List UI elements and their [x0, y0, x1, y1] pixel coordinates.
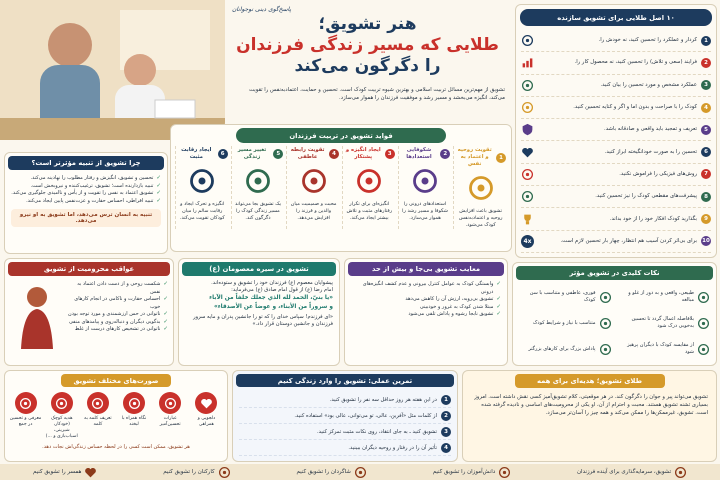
- clipboard-icon: [521, 34, 534, 47]
- consequence-item-text: ✓ شکست روحی و از دست دادن اعتماد به نفس: [77, 281, 161, 295]
- benefits-title: فواید تشویق در تربیت فرزندان: [236, 128, 446, 143]
- benefit-number: 6: [218, 149, 228, 159]
- exercise-item: [239, 424, 451, 440]
- hands-icon: [599, 291, 612, 304]
- benefit-text: انگیزه و تحرک ایجاد و رقابت سالم را میان کودکان تقویت می‌کند.: [179, 201, 225, 221]
- benefit-item: [175, 146, 229, 229]
- consequence-item: [68, 326, 168, 334]
- key-point-text: طبیعی، واقعی و به دور از غلو و مبالغه: [628, 290, 694, 303]
- title-line-3: را دگرگون می‌کند: [294, 56, 441, 76]
- why-praise-quote: تنبیه به انسان ترس می‌دهد، اما تشویق به او نیرو می‌دهد.: [11, 209, 161, 227]
- bottom-item-text: تشویق، سرمایه‌گذاری برای آینده فرزندان: [577, 469, 672, 475]
- consequence-item-text: ✓ ناتوانی در حس ارزشمندی و مورد توجه بودن: [68, 311, 161, 317]
- why-praise-item: [11, 183, 161, 191]
- praise-form-item: [9, 392, 42, 440]
- heart-icon: [200, 397, 213, 410]
- praise-form-text: هدیه کوچک (خودکار، شیرینی، اسباب‌بازی و ...): [45, 416, 78, 439]
- principle-text: عملکرد مشخص و مورد تحسین را بیان کنید.: [600, 81, 697, 88]
- child-icon: [599, 317, 612, 330]
- bottom-item: [577, 466, 687, 479]
- key-point-text: متناسب با نیاز و شرایط کودک: [532, 319, 596, 326]
- bottom-item: [163, 466, 230, 479]
- principle-item: [521, 97, 711, 119]
- over-praise-item: [351, 311, 501, 319]
- over-praise-list: [345, 279, 507, 321]
- gift-card: [462, 370, 717, 462]
- gift-text: تشویق می‌تواند پیر و جوان را دگرگون کند. در هر موقعیتی، کلام تشویق‌آمیز کسی نقش داشته است. امروز بسیاری تشنه تشویق هستند. محبت و احترام از آن، او یکی از محرومیت‌های اساسی و نادیده گرفته شده است. تشویق، غیرممکن‌ها را ممکن می‌کند و همه چیز را آسان‌تر می‌سازد.: [474, 394, 708, 416]
- exercise-number: 2: [441, 411, 451, 421]
- key-point-text: بلافاصله اعمال گردد تا تحسین به‌خوبی درک شود: [631, 316, 694, 329]
- praise-form-text: تعریف کلمه به کلمه: [84, 416, 112, 427]
- over-praise-item-text: ✓ تشویق نابجا رشوه و پاداش تلقی می‌شود: [408, 311, 494, 317]
- principle-item: [521, 164, 711, 186]
- bottom-strip: [0, 464, 720, 480]
- page-title: [225, 14, 510, 77]
- principle-item: [521, 186, 711, 208]
- principle-text: برای بی‌اثر کردن آسیب هم انتظار، چهار بار تحسین لازم است.: [560, 237, 697, 244]
- route-icon: [244, 167, 272, 195]
- books-icon: [411, 167, 439, 195]
- key-point-text: فوری، عاطفی و متناسب با سن کودک: [529, 290, 596, 303]
- benefit-number: 5: [273, 149, 283, 159]
- heart-icon: [521, 146, 534, 159]
- benefit-text: محبت و صمیمیت میان والدین و فرزند را افزایش می‌دهد.: [290, 201, 337, 221]
- exercise-item: [239, 392, 451, 408]
- benefit-number: 4: [329, 149, 339, 159]
- forms-title: صورت‌های مختلف تشویق: [61, 374, 171, 387]
- exercise-text: تأثیر آن را در رفتار و روحیه دیگران ببینید.: [348, 444, 437, 451]
- bottom-item: [296, 466, 366, 479]
- medal-icon: [599, 343, 612, 356]
- key-point-text: از مقایسه کودک با دیگران پرهیز شود: [627, 342, 694, 355]
- hug-icon: [521, 168, 534, 181]
- consequence-item: [68, 311, 168, 319]
- seerah-card: [178, 258, 340, 366]
- principle-item: [521, 141, 711, 163]
- key-point-item: [618, 285, 711, 309]
- why-praise-card: [4, 152, 168, 254]
- key-point-item: [618, 337, 711, 361]
- seerah-title: تشویق در سیره معصومان (ع): [182, 262, 336, 276]
- clock-icon: [697, 317, 710, 330]
- benefit-text: تشویق باعث افزایش روحیه و اعتمادبه‌نفس کودک می‌شود.: [458, 208, 503, 228]
- bottom-item-text: دانش‌آموزان را تشویق کنیم: [432, 469, 496, 475]
- exercise-number: 3: [441, 427, 451, 437]
- principles-title: ۱۰ اصل طلایی برای تشویق سازنده: [520, 9, 712, 26]
- sad-child-illustration: [11, 279, 63, 349]
- principle-text: فرایند (سعی و تلاش) را تحسین کنید، نه محصول کار را.: [574, 59, 697, 66]
- benefit-title: ایجاد انگیزه و پشتکار: [345, 147, 381, 160]
- principle-item: [521, 119, 711, 141]
- benefit-item: [286, 146, 340, 229]
- exercise-text: در این هفته هر روز حداقل سه نفر را تشویق کنید.: [329, 396, 437, 403]
- trophy-icon: [521, 213, 534, 226]
- benefits-list: [171, 146, 511, 229]
- hero-photo: [0, 0, 225, 140]
- principle-number: 7: [701, 169, 711, 179]
- consequence-item: [68, 319, 168, 327]
- graduation-cap-icon: [498, 466, 511, 479]
- bottom-item-text: کارکنان را تشویق کنیم: [163, 469, 215, 475]
- smile-icon: [128, 397, 141, 410]
- pointer-icon: [697, 291, 710, 304]
- gift-title: طلای تشویق؛ هدیه‌ای برای همه: [515, 374, 665, 388]
- praise-form-item: [117, 392, 150, 440]
- benefit-item: [231, 146, 285, 229]
- why-praise-item-text: ✓ تحسین و تشویق، انگیزش و رفتار مطلوب را نهادینه می‌کند.: [30, 175, 154, 181]
- over-praise-item: [351, 281, 501, 296]
- over-praise-item: [351, 296, 501, 304]
- principle-text: بگذارید کودک افکار خود را از خود بداند.: [609, 215, 697, 222]
- benefit-title: ایجاد رقابت مثبت: [181, 147, 212, 160]
- bottom-item-text: شاگردان را تشویق کنیم: [296, 469, 351, 475]
- over-praise-item: [351, 304, 501, 312]
- seerah-p1: پیشوایان معصوم (ع) فرزندان خود را تشویق و ستوده‌اند.: [211, 280, 333, 286]
- principles-card: [515, 4, 717, 258]
- consequence-item: [68, 281, 168, 296]
- hands-heart-icon: [300, 167, 328, 195]
- exercise-card: [232, 370, 458, 462]
- over-praise-title: معایب تشویق بی‌جا و بیش از حد: [348, 262, 504, 276]
- benefit-number: 2: [440, 149, 450, 159]
- principle-text: کردار و عملکرد را تحسین کنید، نه خودش را.: [598, 37, 697, 44]
- forms-list: [5, 390, 227, 442]
- podium-icon: [188, 167, 216, 195]
- exercise-text: تشویق کنید ـ به جای انتقاد، روی نکات مثبت تمرکز کنید.: [316, 428, 437, 435]
- key-points-list: [513, 283, 716, 363]
- benefit-item: [342, 146, 396, 229]
- why-praise-list: [5, 173, 167, 207]
- key-points-card: [512, 262, 717, 366]
- lightbulb-icon: [467, 174, 495, 202]
- shield-check-icon: [521, 123, 534, 136]
- consequences-title: عواقب محرومیت از تشویق: [8, 262, 170, 276]
- title-line-1: هنر تشویق؛: [318, 14, 417, 34]
- exercise-text: از کلمات مثل «آفرین، عالی، تو می‌توانی، عالی بود» استفاده کنید.: [294, 412, 437, 419]
- benefit-item: [398, 146, 452, 229]
- key-points-title: نکات کلیدی در تشویق مؤثر: [516, 266, 713, 280]
- benefit-title: تقویت روحیه و اعتماد به نفس: [457, 147, 492, 167]
- principle-item: [521, 52, 711, 74]
- principle-item: [521, 231, 711, 253]
- praise-form-text: دلجویی و همراهی: [197, 416, 216, 427]
- praise-form-item: [154, 392, 187, 440]
- seerah-quote-2: و سروراً من الأبناء، و عوضاً عن الأصدقاء»: [213, 304, 333, 310]
- consequences-card: [4, 258, 174, 366]
- over-praise-item-text: ✓ مبتلا شدن کودک به غرور و خودبینی: [419, 303, 494, 310]
- principle-badge: 4x: [521, 235, 534, 248]
- principle-item: [521, 30, 711, 52]
- stairs-icon: [521, 190, 534, 203]
- chat-icon: [164, 397, 177, 410]
- benefit-text: یک تشویق بجا می‌تواند مسیر زندگی کودک را دگرگون کند.: [234, 201, 281, 221]
- speech-icon: [521, 101, 534, 114]
- exercise-item: [239, 440, 451, 456]
- benefit-title: تغییر مسیر زندگی: [237, 147, 267, 160]
- praise-form-item: [81, 392, 114, 440]
- why-praise-item-text: ✓ تنبیه بازدارنده است؛ تشویق، ترغیب‌کننده و نیروبخش است.: [30, 182, 154, 189]
- praise-form-text: عبارات تحسین‌آمیز: [159, 416, 181, 427]
- exercise-number: 4: [441, 443, 451, 453]
- why-praise-title: چرا تشویق از تنبیه مؤثرتر است؟: [8, 156, 164, 170]
- key-point-item: [519, 337, 612, 361]
- principle-item: [521, 75, 711, 97]
- consequences-list: [63, 279, 173, 349]
- scale-icon: [697, 343, 710, 356]
- intro-text: تشویق از مهم‌ترین مسائل تربیت اسلامی و بهترین شیوه تربیت کودک است. تحسین و حمایت، اعتمادبه‌نفس را تقویت می‌کند، انگیزه می‌بخشد و مسیر رشد و موفقیت فرزندان را هموار می‌سازد.: [249, 87, 505, 101]
- seedling-icon: [674, 466, 687, 479]
- benefit-text: استعدادهای درونی را شکوفا و مسیر رشد را هموار می‌سازد.: [402, 201, 448, 221]
- consequence-item-text: ✓ احساس حقارت و ناکامی در انجام کارهای خوب: [74, 296, 161, 310]
- consequence-item-text: ✓ ناتوانی در تشخیص کارهای درست از غلط: [74, 326, 161, 332]
- seerah-p3: «ای فرزندم! سپاس خدای را که تو را جانشین پدران و مایه سرور فرزندان و جانشین دوستان قرار داد.»: [193, 314, 333, 327]
- benefits-card: [170, 124, 512, 252]
- benefit-number: 1: [496, 153, 506, 163]
- seerah-quote-1: «يا بنيّ، الحمد لله الذي جعلك خلفاً من الآباء: [209, 295, 333, 301]
- benefit-number: 3: [385, 149, 395, 159]
- over-praise-item-text: ✓ وابستگی کودک به عوامل کنترل بیرونی و عدم کشف انگیزه‌های درونی: [362, 281, 494, 295]
- key-point-item: [519, 311, 612, 335]
- benefit-item: [453, 146, 507, 229]
- bottom-item: [33, 466, 97, 479]
- seerah-p2: امام رضا (ع) از قول امام صادق (ع) می‌فرماید:: [231, 287, 333, 293]
- key-point-text: پاداش بزرگ برای کارهای بزرگتر: [528, 345, 596, 352]
- exercise-item: [239, 408, 451, 424]
- praise-form-text: معرفی و تحسین در جمع: [9, 416, 42, 427]
- principle-number: 10: [702, 238, 710, 245]
- exercise-number: 1: [441, 395, 451, 405]
- growth-chart-icon: [521, 56, 534, 69]
- title-line-2: طلایی که مسیر زندگی فرزندان: [236, 35, 499, 55]
- principle-text: تعریف و تمجید باید واقعی و صادقانه باشد.: [604, 126, 697, 133]
- exercise-list: [233, 390, 457, 458]
- praise-form-item: [190, 392, 223, 440]
- why-praise-item-text: ✓ تشویق اعتماد به نفس را تقویت و از یأس و ناامیدی جلوگیری می‌کند.: [11, 190, 154, 196]
- why-praise-item: [11, 175, 161, 183]
- principle-text: تحسین را به صورت خودانگیخته ابراز کنید.: [604, 148, 697, 155]
- heart-icon: [84, 466, 97, 479]
- key-point-item: [519, 285, 612, 309]
- principle-number: 3: [701, 80, 711, 90]
- why-praise-item-text: ✓ تنبیه افراطی، احساس حقارت و عزت‌نفس پایین ایجاد می‌کند.: [26, 197, 154, 204]
- principle-number: 4: [701, 103, 711, 113]
- principle-number: 9: [701, 214, 711, 224]
- checklist-icon: [521, 79, 534, 92]
- consequence-item: [68, 296, 168, 311]
- principle-text: روش‌های فیزیکی را فراموش نکنید.: [619, 170, 697, 177]
- principle-text: پیشرفت‌های مقطعی کودک را نیز تحسین کنید.: [595, 193, 697, 200]
- group-icon: [19, 397, 32, 410]
- principles-list: [516, 30, 716, 253]
- why-praise-item: [11, 198, 161, 206]
- consequence-item-text: ✓ بدگویی دیگران و دنباله‌روی و پیامدهای منفی: [69, 318, 161, 325]
- over-praise-card: [344, 258, 508, 366]
- benefit-title: شکوفایی استعدادها: [406, 147, 432, 160]
- brand-logo: پاسخ‌گوی دینی نوجوانان: [232, 6, 292, 13]
- principle-number: 6: [701, 147, 711, 157]
- forms-card: [4, 370, 228, 462]
- bottom-item: [433, 466, 511, 479]
- briefcase-icon: [218, 466, 231, 479]
- why-praise-item: [11, 190, 161, 198]
- exercise-title: تمرین عملی: تشویق را وارد زندگی کنیم: [236, 374, 454, 387]
- principle-number: 2: [701, 58, 711, 68]
- principle-number: 1: [701, 36, 711, 46]
- praise-form-item: [45, 392, 78, 440]
- praise-form-text: نگاه همراه با لبخند: [121, 416, 147, 427]
- gift-icon: [55, 397, 68, 410]
- principle-text: کودک را با صراحت و بدون اما و اگر و کنایه تحسین کنید.: [573, 104, 697, 111]
- principle-number: 5: [701, 125, 711, 135]
- key-point-item: [618, 311, 711, 335]
- principle-number: 8: [701, 192, 711, 202]
- benefit-title: تقویت رابطه عاطفی: [290, 147, 325, 160]
- principle-item: [521, 208, 711, 230]
- target-icon: [355, 167, 383, 195]
- over-praise-item-text: ✓ تشویق بی‌رویه، ارزش آن را کاهش می‌دهد: [405, 296, 494, 302]
- bottom-item-text: همسر را تشویق کنیم: [32, 469, 82, 475]
- note-icon: [91, 397, 104, 410]
- mortarboard-icon: [354, 466, 367, 479]
- forms-footer: هر تشویق، ممکن است کسی را در لحظه حساس زندگی‌اش نجات دهد.: [42, 444, 190, 450]
- benefit-text: انگیزه‌ای برای تکرار رفتارهای مثبت و تلاش بیشتر ایجاد می‌کند.: [346, 201, 393, 221]
